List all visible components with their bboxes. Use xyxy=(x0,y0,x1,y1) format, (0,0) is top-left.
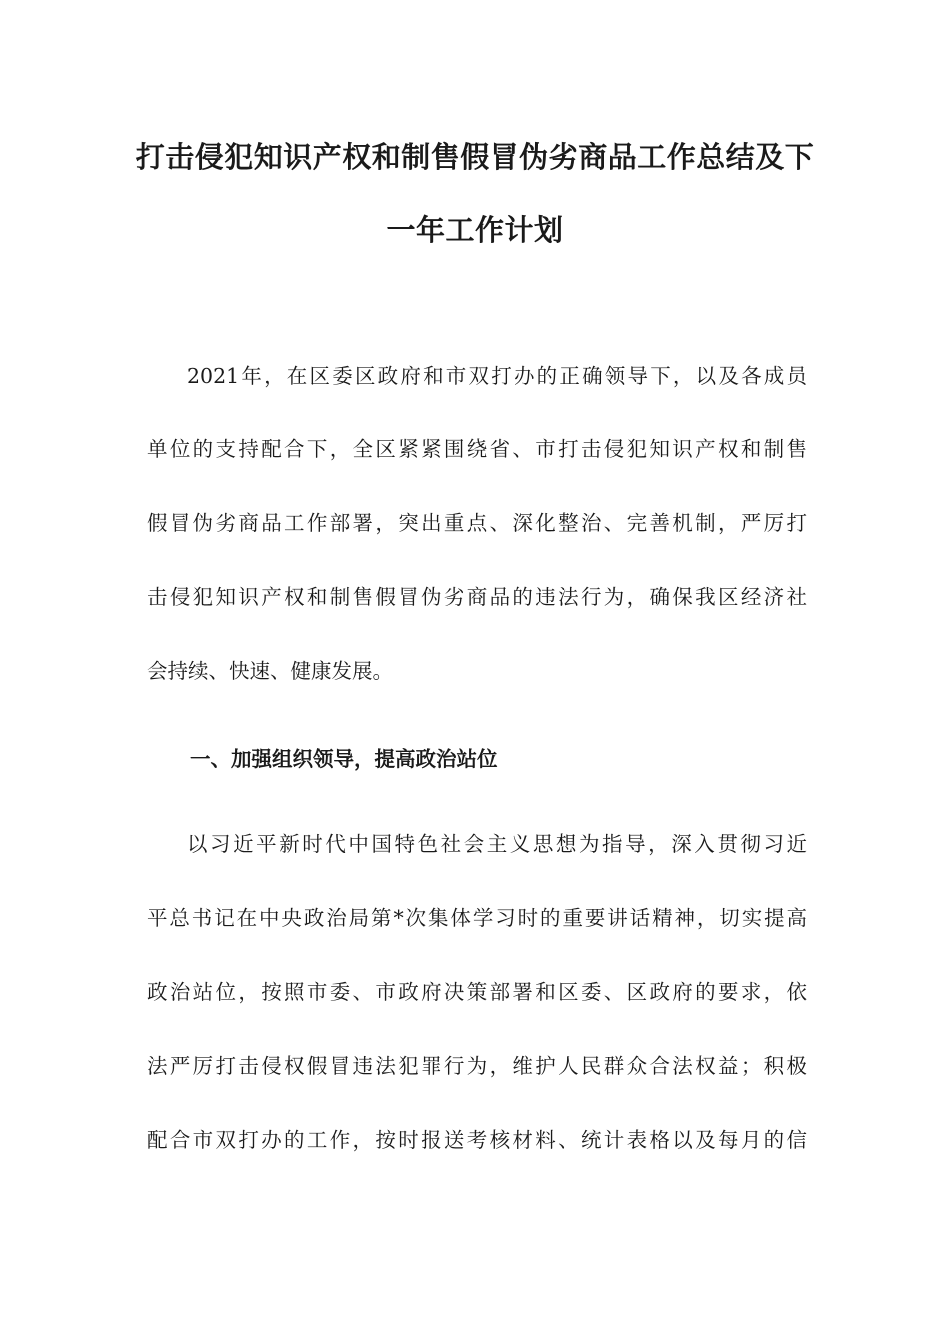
section-heading: 一、加强组织领导，提高政治站位 xyxy=(190,747,498,771)
paragraph-line: 配合市双打办的工作，按时报送考核材料、统计表格以及每月的信 xyxy=(147,1128,807,1152)
paragraph-line: 击侵犯知识产权和制售假冒伪劣商品的违法行为，确保我区经济社 xyxy=(147,585,807,609)
document-title-line-1: 打击侵犯知识产权和制售假冒伪劣商品工作总结及下 xyxy=(135,140,815,174)
paragraph-line: 法严厉打击侵权假冒违法犯罪行为，维护人民群众合法权益；积极 xyxy=(147,1054,807,1078)
paragraph-line: 会持续、快速、健康发展。 xyxy=(147,659,393,683)
paragraph-line: 假冒伪劣商品工作部署，突出重点、深化整治、完善机制，严厉打 xyxy=(147,511,807,535)
paragraph-line: 2021年，在区委区政府和市双打办的正确领导下，以及各成员 xyxy=(187,364,807,388)
paragraph-line: 以习近平新时代中国特色社会主义思想为指导，深入贯彻习近 xyxy=(187,832,807,856)
paragraph-line: 政治站位，按照市委、市政府决策部署和区委、区政府的要求，依 xyxy=(147,980,807,1004)
paragraph-line: 单位的支持配合下，全区紧紧围绕省、市打击侵犯知识产权和制售 xyxy=(147,437,807,461)
paragraph-line: 平总书记在中央政治局第*次集体学习时的重要讲话精神，切实提高 xyxy=(147,906,807,930)
document-title-line-2: 一年工作计划 xyxy=(386,213,564,247)
